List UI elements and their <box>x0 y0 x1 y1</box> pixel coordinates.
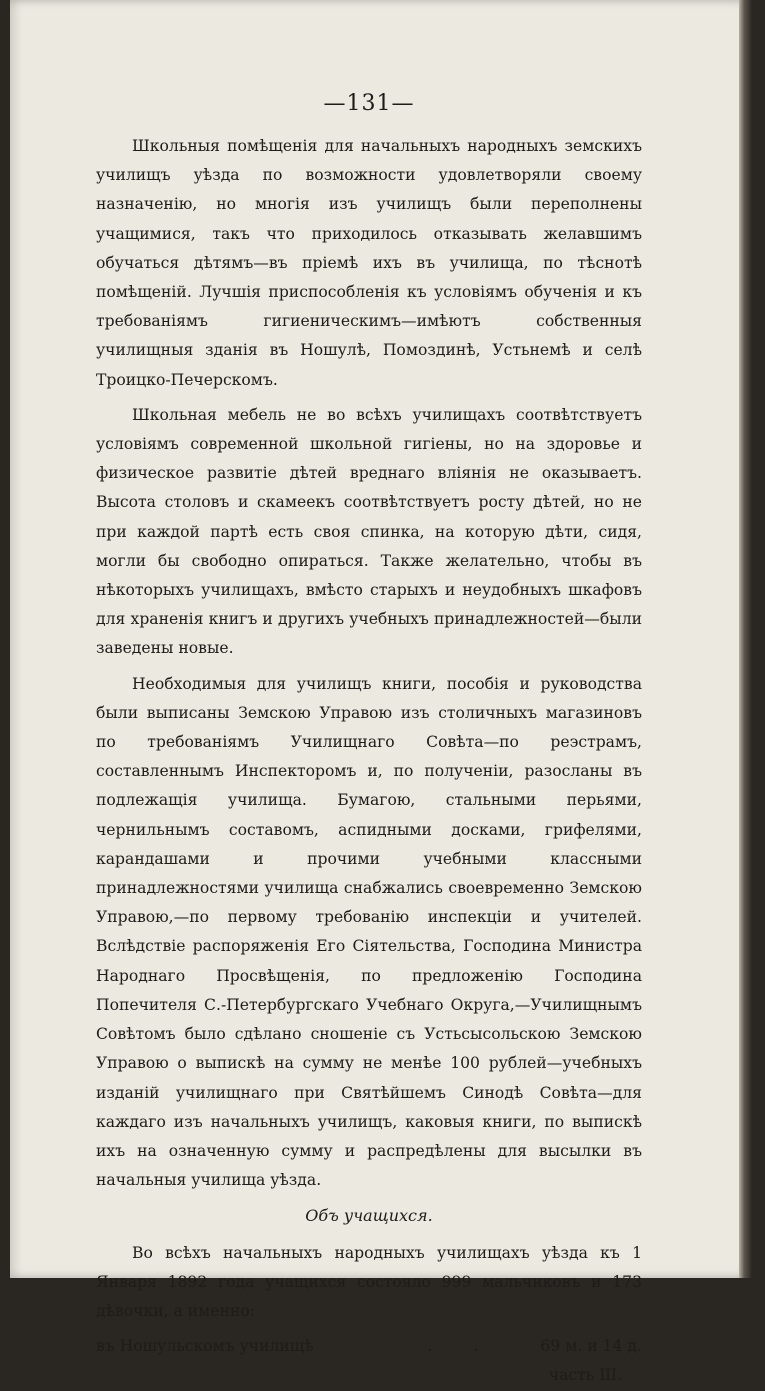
enrollment-row <box>96 1332 642 1361</box>
paragraph-school-premises: Школьныя помѣщенія для начальныхъ народныхъ земскихъ училищъ уѣзда по возможности удовлетворяли своему назначенію, но многія изъ училищъ были переполнены учащимися, такъ что приходилось отказывать желавшимъ обучаться дѣтямъ—въ пріемѣ ихъ въ училища, по тѣснотѣ помѣщеній. Лучшія приспособленія къ условіямъ обученія и къ требованіямъ гигиеническимъ—имѣютъ собственныя училищныя зданія въ Ношулѣ, Помоздинѣ, Устьнемѣ и селѣ Троицко-Печерскомъ. <box>96 137 642 389</box>
enrollment-row-label: въ Ношульскомъ училищѣ <box>96 1337 314 1356</box>
page-text <box>96 84 642 1391</box>
enrollment-row-value: 69 м. и 14 д. <box>540 1337 642 1356</box>
paragraph-student-counts: Во всѣхъ начальныхъ народныхъ училищахъ уѣзда къ 1 Января 1892 года учащихся состояло 999 мальчиковъ и 173 дѣвочки, а именно: <box>96 1243 642 1320</box>
enrollment-row-dots: . . <box>427 1337 497 1356</box>
section-heading: Объ учащихся. <box>305 1206 433 1226</box>
paragraph-books-supplies: Необходимыя для училищъ книги, пособія и руководства были выписаны Земскою Управою изъ столичныхъ магазиновъ по требованіямъ Училищнаго Совѣта—по реэстрамъ, составленнымъ Инспекторомъ и, по полученіи, разосланы въ подлежащія училища. Бумагою, стальными перьями, чернильнымъ составомъ, аспидными досками, грифелями, карандашами и прочими учебными классными принадлежностями училища снабжались своевременно Земскою Управою,—по первому требованію инспекціи и учителей. Вслѣдствіе распоряженія Его Сіятельства, Господина Министра Народнаго Просвѣщенія, по предложенію Господина Попечителя С.-Петербургскаго Учебнаго Округа,—Училищнымъ Совѣтомъ было сдѣлано сношеніе съ Устьсысольскою Земскою Управою о выпискѣ на сумму не менѣе 100 рублей—учебныхъ изданій училищнаго при Святѣйшемъ Синодѣ Совѣта—для каждаго изъ начальныхъ училищъ, каковыя книги, по выпискѣ ихъ на означенную сумму и распредѣлены для высылки въ начальныя училища уѣзда. <box>96 674 642 1190</box>
paragraph-school-furniture: Школьная мебель не во всѣхъ училищахъ соотвѣтствуетъ условіямъ современной школьной гигіены, но на здоровье и физическое развитіе дѣтей вреднаго вліянія не оказываетъ. Высота столовъ и скамеекъ соотвѣтствуетъ росту дѣтей, но не при каждой партѣ есть своя спинка, на которую дѣти, сидя, могли бы свободно опираться. Также желательно, чтобы въ нѣкоторыхъ училищахъ, вмѣсто старыхъ и неудобныхъ шкафовъ для храненія книгъ и другихъ учебныхъ принадлежностей—были заведены новые. <box>96 405 642 658</box>
book-page <box>10 0 752 1385</box>
page-edge <box>739 0 752 1278</box>
catchword: часть Ш. <box>548 1366 622 1385</box>
page-number: —131— <box>323 91 415 116</box>
